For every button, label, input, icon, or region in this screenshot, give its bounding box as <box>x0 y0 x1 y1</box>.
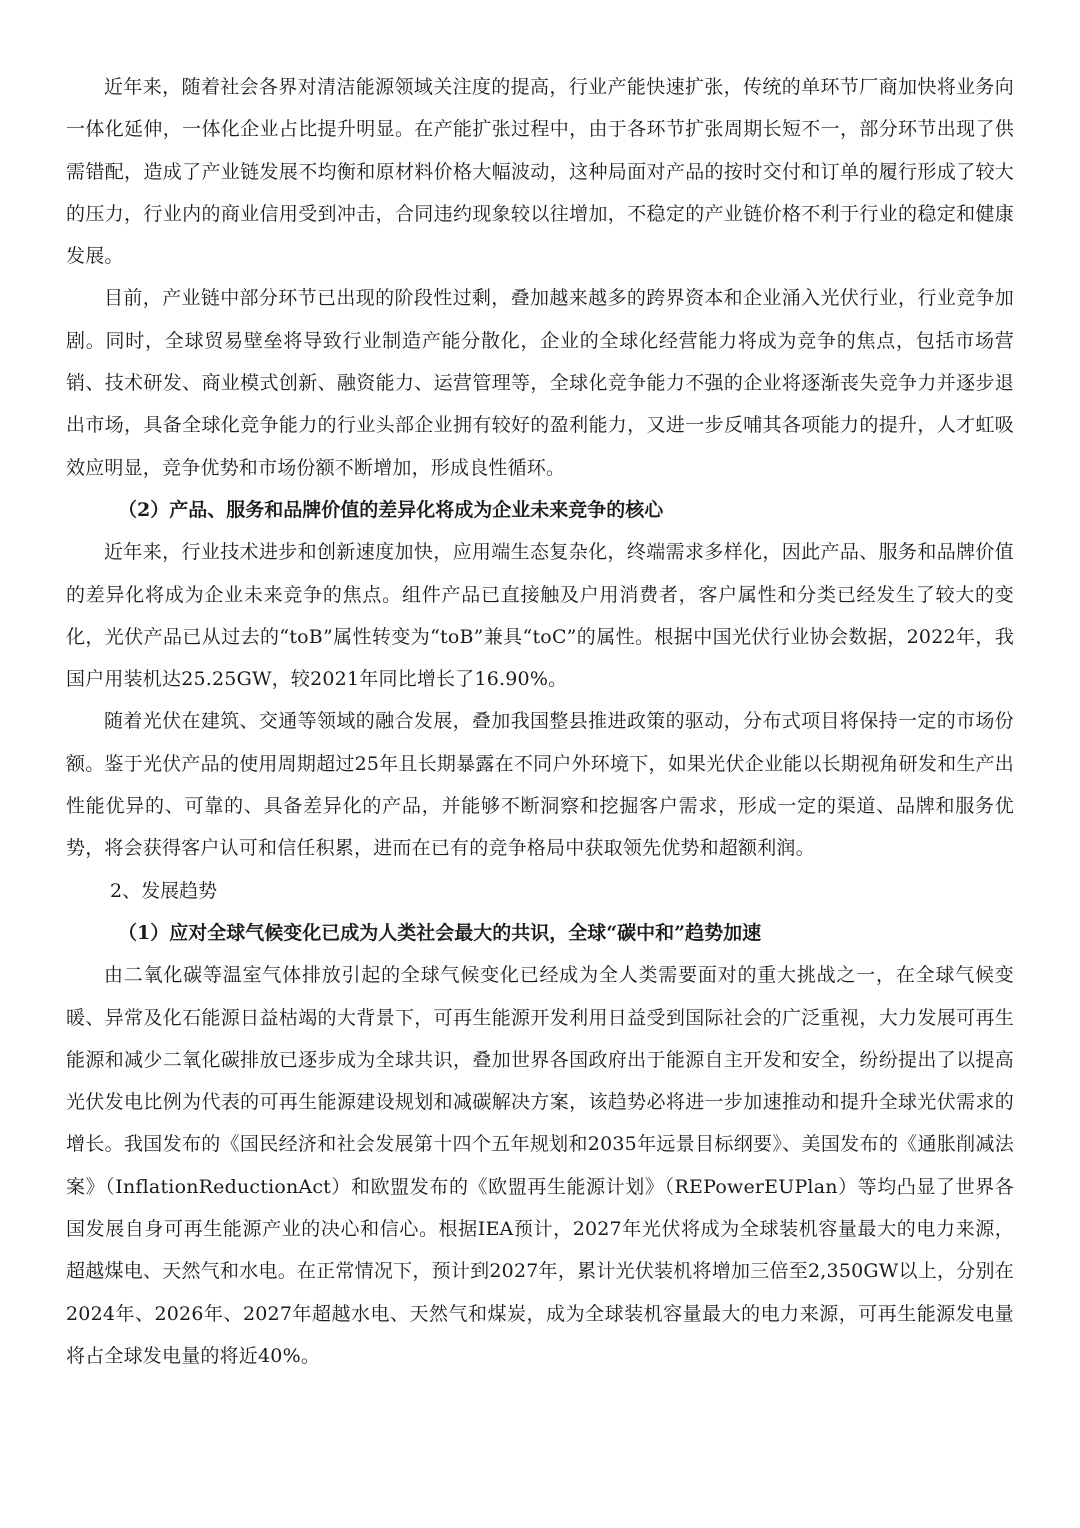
paragraph-carbon-neutrality: 由二氧化碳等温室气体排放引起的全球气候变化已经成为全人类需要面对的重大挑战之一，在全球气候变暖、异常及化石能源日益枯竭的大背景下，可再生能源开发利用日益受到国际社会的广泛重视，大力发展可再生能源和减少二氧化碳排放已逐步成为全球共识，叠加世界各国政府出于能源自主开发和安全，纷纷提出了以提高光伏发电比例为代表的可再生能源建设规划和减碳解决方案，该趋势必将进一步加速推动和提升全球光伏需求的增长。我国发布的《国民经济和社会发展第十四个五年规划和2035年远景目标纲要》、美国发布的《通胀削减法案》（InflationReductionAct）和欧盟发布的《欧盟再生能源计划》（REPowerEUPlan）等均凸显了世界各国发展自身可再生能源产业的决心和信心。根据IEA预计，2027年光伏将成为全球装机容量最大的电力来源，超越煤电、天然气和水电。在正常情况下，预计到2027年，累计光伏装机将增加三倍至2,350GW以上，分别在2024年、2026年、2027年超越水电、天然气和煤炭，成为全球装机容量最大的电力来源，可再生能源发电量将占全球发电量的将近40%。 <box>66 964 1014 1367</box>
section-heading-climate-consensus: （1）应对全球气候变化已成为人类社会最大的共识，全球“碳中和”趋势加速 <box>118 921 762 944</box>
paragraph-competition: 目前，产业链中部分环节已出现的阶段性过剩，叠加越来越多的跨界资本和企业涌入光伏行业，行业竞争加剧。同时，全球贸易壁垒将导致行业制造产能分散化，企业的全球化经营能力将成为竞争的焦点，包括市场营销、技术研发、商业模式创新、融资能力、运营管理等，全球化竞争能力不强的企业将逐渐丧失竞争力并逐步退出市场，具备全球化竞争能力的行业头部企业拥有较好的盈利能力，又进一步反哺其各项能力的提升，人才虹吸效应明显，竞争优势和市场份额不断增加，形成良性循环。 <box>66 287 1014 479</box>
paragraph-product-differentiation: 近年来，行业技术进步和创新速度加快，应用端生态复杂化，终端需求多样化，因此产品、服务和品牌价值的差异化将成为企业未来竞争的焦点。组件产品已直接触及户用消费者，客户属性和分类已经发生了较大的变化，光伏产品已从过去的“toB”属性转变为“toB”兼具“toC”的属性。根据中国光伏行业协会数据，2022年，我国户用装机达25.25GW，较2021年同比增长了16.90%。 <box>66 541 1014 691</box>
paragraph-distributed-projects: 随着光伏在建筑、交通等领域的融合发展，叠加我国整县推进政策的驱动，分布式项目将保持一定的市场份额。鉴于光伏产品的使用周期超过25年且长期暴露在不同户外环境下，如果光伏企业能以长期视角研发和生产出性能优异的、可靠的、具备差异化的产品，并能够不断洞察和挖掘客户需求，形成一定的渠道、品牌和服务优势，将会获得客户认可和信任积累，进而在已有的竞争格局中获取领先优势和超额利润。 <box>66 710 1014 860</box>
paragraph-industry-expansion: 近年来，随着社会各界对清洁能源领域关注度的提高，行业产能快速扩张，传统的单环节厂商加快将业务向一体化延伸，一体化企业占比提升明显。在产能扩张过程中，由于各环节扩张周期长短不一，部分环节出现了供需错配，造成了产业链发展不均衡和原材料价格大幅波动，这种局面对产品的按时交付和订单的履行形成了较大的压力，行业内的商业信用受到冲击，合同违约现象较以往增加，不稳定的产业链价格不利于行业的稳定和健康发展。 <box>66 76 1014 268</box>
section-heading-trends: 2、发展趋势 <box>110 879 218 902</box>
section-heading-differentiation: （2）产品、服务和品牌价值的差异化将成为企业未来竞争的核心 <box>118 498 664 521</box>
